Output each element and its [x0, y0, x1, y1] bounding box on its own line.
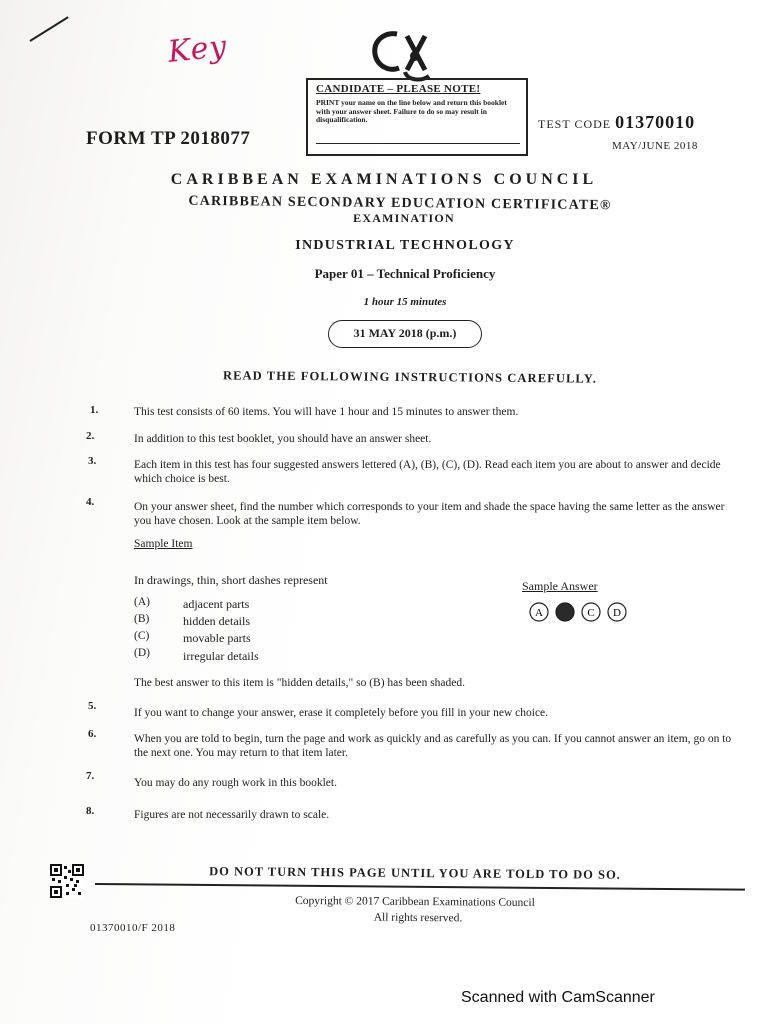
sample-answer-label: Sample Answer	[522, 579, 598, 593]
instruction-text: When you are told to begin, turn the page and work as quickly and as carefully as you can. If you cannot answer an item, go on to the next one. You may return to that item later.	[134, 733, 732, 759]
instruction-text: Each item in this test has four suggested answers lettered (A), (B), (C), (D). Read each item you are about to answer and decide which choice is best.	[134, 459, 721, 485]
answer-bubble-letter: C	[587, 607, 595, 619]
sample-option-letter: (D)	[134, 647, 150, 659]
scanner-watermark: Scanned with CamScanner	[461, 989, 655, 1006]
instruction-number: 8.	[86, 805, 95, 817]
instruction-number: 7.	[86, 770, 95, 782]
notice-title: CANDIDATE – PLEASE NOTE!	[316, 83, 481, 95]
paper-title: Paper 01 – Technical Proficiency	[314, 266, 496, 281]
sample-question: In drawings, thin, short dashes represent	[134, 573, 328, 587]
answer-bubble-letter: A	[535, 607, 543, 619]
pen-stroke-mark	[29, 16, 68, 42]
sample-option-text: movable parts	[183, 631, 251, 645]
instruction-text: You may do any rough work in this booklet.	[134, 777, 337, 789]
certificate-line-1: CARIBBEAN SECONDARY EDUCATION CERTIFICATE®	[188, 193, 612, 214]
footer-rule	[95, 883, 745, 891]
candidate-notice-box	[306, 78, 528, 156]
paper-code: 01370010/F 2018	[90, 922, 176, 934]
sample-option-letter: (C)	[134, 630, 150, 642]
instruction-text: This test consists of 60 items. You will have 1 hour and 15 minutes to answer them.	[134, 406, 519, 418]
council-name: CARIBBEAN EXAMINATIONS COUNCIL	[170, 171, 598, 188]
exam-session: MAY/JUNE 2018	[612, 140, 698, 152]
instruction-number: 6.	[88, 728, 97, 740]
exam-duration: 1 hour 15 minutes	[363, 296, 447, 308]
notice-text: PRINT your name on the line below and return this booklet with your answer sheet. Failure to do so may result in disqualification.	[316, 98, 507, 124]
sample-item-title: Sample Item	[134, 538, 193, 550]
subject-title: INDUSTRIAL TECHNOLOGY	[295, 238, 515, 253]
rights-notice: All rights reserved.	[373, 911, 463, 925]
instruction-number: 1.	[90, 404, 99, 416]
do-not-turn-warning: DO NOT TURN THIS PAGE UNTIL YOU ARE TOLD TO DO SO.	[209, 864, 621, 882]
sample-option-letter: (B)	[134, 613, 150, 625]
name-line	[316, 143, 520, 144]
instruction-number: 3.	[88, 455, 97, 467]
test-code-label: TEST CODE	[538, 117, 612, 131]
answer-bubble-letter: D	[613, 607, 621, 619]
instruction-text: On your answer sheet, find the number which corresponds to your item and shade the space having the same letter as the answer you have chosen. Look at the sample item below.	[134, 501, 725, 527]
certificate-line-2: EXAMINATION	[353, 211, 455, 225]
sample-explanation: The best answer to this item is "hidden details," so (B) has been shaded.	[134, 677, 466, 689]
sample-option-text: irregular details	[183, 649, 259, 663]
handwritten-key-note: Key	[166, 28, 229, 71]
sample-answer-bubbles	[528, 601, 628, 623]
cxc-logo	[367, 30, 439, 82]
answer-bubble-b	[556, 603, 574, 621]
exam-date: 31 MAY 2018 (p.m.)	[328, 320, 482, 348]
form-number: FORM TP 2018077	[86, 128, 251, 149]
copyright-notice: Copyright © 2017 Caribbean Examinations Council	[295, 894, 535, 910]
test-code	[538, 112, 695, 133]
instruction-text: Figures are not necessarily drawn to scale.	[134, 809, 330, 821]
instructions-heading: READ THE FOLLOWING INSTRUCTIONS CAREFULLY.	[222, 368, 598, 386]
instruction-text: In addition to this test booklet, you should have an answer sheet.	[134, 433, 432, 445]
sample-option-letter: (A)	[134, 596, 150, 608]
test-code-value: 01370010	[615, 112, 696, 132]
instruction-text: If you want to change your answer, erase it completely before you fill in your new choice.	[134, 707, 549, 719]
instruction-number: 5.	[88, 700, 97, 712]
sample-option-text: adjacent parts	[183, 597, 250, 611]
instruction-number: 2.	[86, 430, 95, 442]
sample-option-text: hidden details	[183, 614, 250, 628]
instruction-number: 4.	[86, 496, 95, 508]
